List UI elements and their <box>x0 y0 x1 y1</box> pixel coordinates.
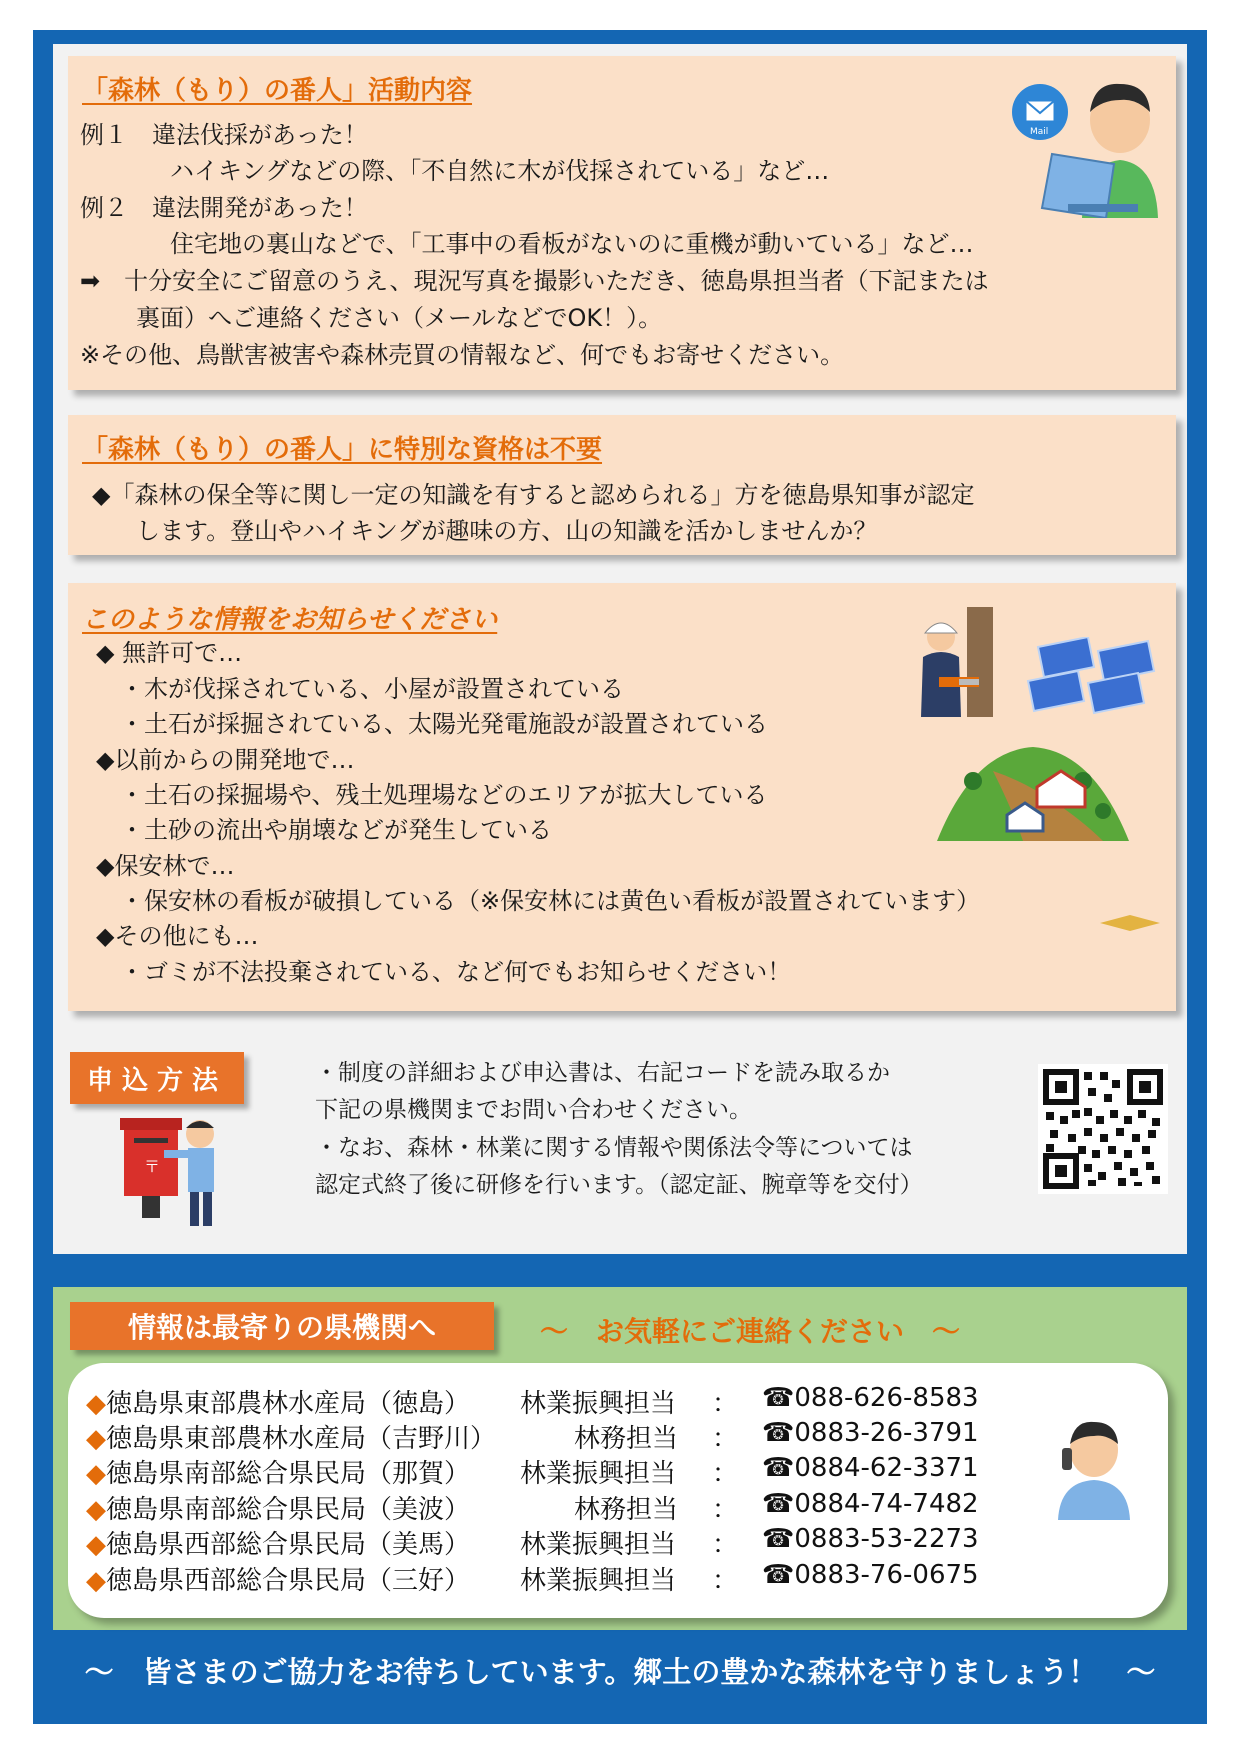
contact-tagline: ～ お気軽にご連絡ください ～ <box>540 1315 961 1348</box>
activity-panel <box>68 56 1176 390</box>
contact-colon: ： <box>712 1566 739 1596</box>
example-2-detail: 住宅地の裏山などで、「工事中の看板がないのに重機が動いている」など… <box>170 230 974 258</box>
qualification-line-2: します。登山やハイキングが趣味の方、山の知識を活かしませんか？ <box>136 517 878 545</box>
example-1: 例１ 違法伐採があった！ <box>80 121 368 149</box>
bullet-diamond-icon: ◆ <box>86 1424 106 1454</box>
activity-title: 「森林（もり）の番人」活動内容 <box>82 76 473 106</box>
unlicensed-item-2: ・土石が採掘されている、太陽光発電施設が設置されている <box>120 710 768 738</box>
person-laptop-illustration <box>998 68 1168 218</box>
office-name: 徳島県東部農林水産局（吉野川） <box>106 1424 497 1454</box>
apply-method-label: 申込方法 <box>70 1052 244 1104</box>
contact-row <box>86 1453 470 1490</box>
protection-forest-heading: ◆保安林で… <box>96 852 235 880</box>
contact-row <box>86 1560 470 1597</box>
person-phone-illustration <box>1052 1410 1132 1520</box>
contact-dept: 林業振興担当 <box>520 1459 677 1489</box>
office-name: 徳島県南部総合県民局（那賀） <box>106 1459 471 1489</box>
bullet-diamond-icon: ◆ <box>86 1459 106 1489</box>
chainsaw-logger-illustration <box>913 607 1003 717</box>
bullet-diamond-icon: ◆ <box>86 1530 106 1560</box>
contact-colon: ： <box>712 1530 739 1560</box>
contact-colon: ： <box>712 1424 739 1454</box>
bullet-diamond-icon: ◆ <box>86 1566 106 1596</box>
report-info-title: このような情報をお知らせください <box>82 605 498 635</box>
action-line-2: 裏面）へご連絡ください（メールなどでOK！）。 <box>136 304 663 332</box>
contact-colon: ： <box>712 1459 739 1489</box>
office-name: 徳島県西部総合県民局（美馬） <box>106 1530 471 1560</box>
other-heading: ◆その他にも… <box>96 922 259 950</box>
office-name: 徳島県南部総合県民局（美波） <box>106 1495 471 1525</box>
bullet-diamond-icon: ◆ <box>86 1389 106 1419</box>
mailbox-person-illustration <box>118 1108 228 1228</box>
qr-code-graphic <box>1038 1064 1168 1194</box>
qualification-title: 「森林（もり）の番人」に特別な資格は不要 <box>82 435 603 465</box>
apply-line-2: 下記の県機関までお問い合わせください。 <box>315 1097 752 1123</box>
contact-phone[interactable]: ☎0884-62-3371 <box>762 1453 979 1483</box>
qr-code[interactable] <box>1038 1064 1168 1194</box>
mail-badge-label: Mail <box>1030 127 1049 137</box>
contact-dept: 林務担当 <box>574 1495 679 1525</box>
qualification-panel <box>68 415 1176 555</box>
example-1-detail: ハイキングなどの際、「不自然に木が伐採されている」など… <box>170 157 830 185</box>
other-info-note: ※その他、鳥獣害被害や森林売買の情報など、何でもお寄せください。 <box>80 341 845 369</box>
contact-colon: ： <box>712 1495 739 1525</box>
report-info-panel <box>68 583 1176 1011</box>
unlicensed-item-1: ・木が伐採されている、小屋が設置されている <box>120 675 624 703</box>
unlicensed-heading: ◆ 無許可で… <box>96 639 243 667</box>
landslide-hill-illustration <box>933 741 1133 851</box>
protection-forest-item: ・保安林の看板が破損している（※保安林には黄色い看板が設置されています） <box>120 887 981 915</box>
bullet-diamond-icon: ◆ <box>86 1495 106 1525</box>
contact-row <box>86 1524 470 1561</box>
contact-phone[interactable]: ☎0883-53-2273 <box>762 1524 979 1554</box>
contact-phone[interactable]: ☎0883-76-0675 <box>762 1560 979 1590</box>
footer-message: ～ 皆さまのご協力をお待ちしています。郷土の豊かな森林を守りましょう！ ～ <box>84 1655 1156 1689</box>
contact-phone[interactable]: ☎0883-26-3791 <box>762 1418 979 1448</box>
office-name: 徳島県西部総合県民局（三好） <box>106 1566 471 1596</box>
apply-line-3: ・なお、森林・林業に関する情報や関係法令等については <box>315 1135 913 1161</box>
developed-heading: ◆以前からの開発地で… <box>96 746 355 774</box>
developed-item-2: ・土砂の流出や崩壊などが発生している <box>120 816 552 844</box>
contact-label: 情報は最寄りの県機関へ <box>70 1302 494 1350</box>
contact-dept: 林務担当 <box>574 1424 679 1454</box>
contact-dept: 林業振興担当 <box>520 1530 677 1560</box>
contact-dept: 林業振興担当 <box>520 1389 677 1419</box>
apply-line-4: 認定式終了後に研修を行います。（認定証、腕章等を交付） <box>315 1172 923 1198</box>
contact-phone[interactable]: ☎0884-74-7482 <box>762 1489 979 1519</box>
example-2: 例２ 違法開発があった！ <box>80 194 368 222</box>
contact-colon: ： <box>712 1389 739 1419</box>
qualification-line-1: ◆「森林の保全等に関し一定の知識を有すると認められる」方を徳島県知事が認定 <box>92 481 975 509</box>
office-name: 徳島県東部農林水産局（徳島） <box>106 1389 471 1419</box>
apply-line-1: ・制度の詳細および申込書は、右記コードを読み取るか <box>315 1060 890 1086</box>
contact-row <box>86 1489 470 1526</box>
svg-text:〒: 〒 <box>144 1157 161 1176</box>
developed-item-1: ・土石の採掘場や、残土処理場などのエリアが拡大している <box>120 781 768 809</box>
contact-row <box>86 1418 496 1455</box>
protection-forest-sign-icon <box>1100 913 1160 933</box>
contact-dept: 林業振興担当 <box>520 1566 677 1596</box>
contact-row <box>86 1383 470 1420</box>
contact-phone[interactable]: ☎088-626-8583 <box>762 1383 979 1413</box>
solar-panels-illustration <box>1018 637 1158 717</box>
other-item: ・ゴミが不法投棄されている、など何でもお知らせください！ <box>120 958 792 986</box>
action-line-1: ➡ 十分安全にご留意のうえ、現況写真を撮影いただき、徳島県担当者（下記または <box>80 267 989 295</box>
